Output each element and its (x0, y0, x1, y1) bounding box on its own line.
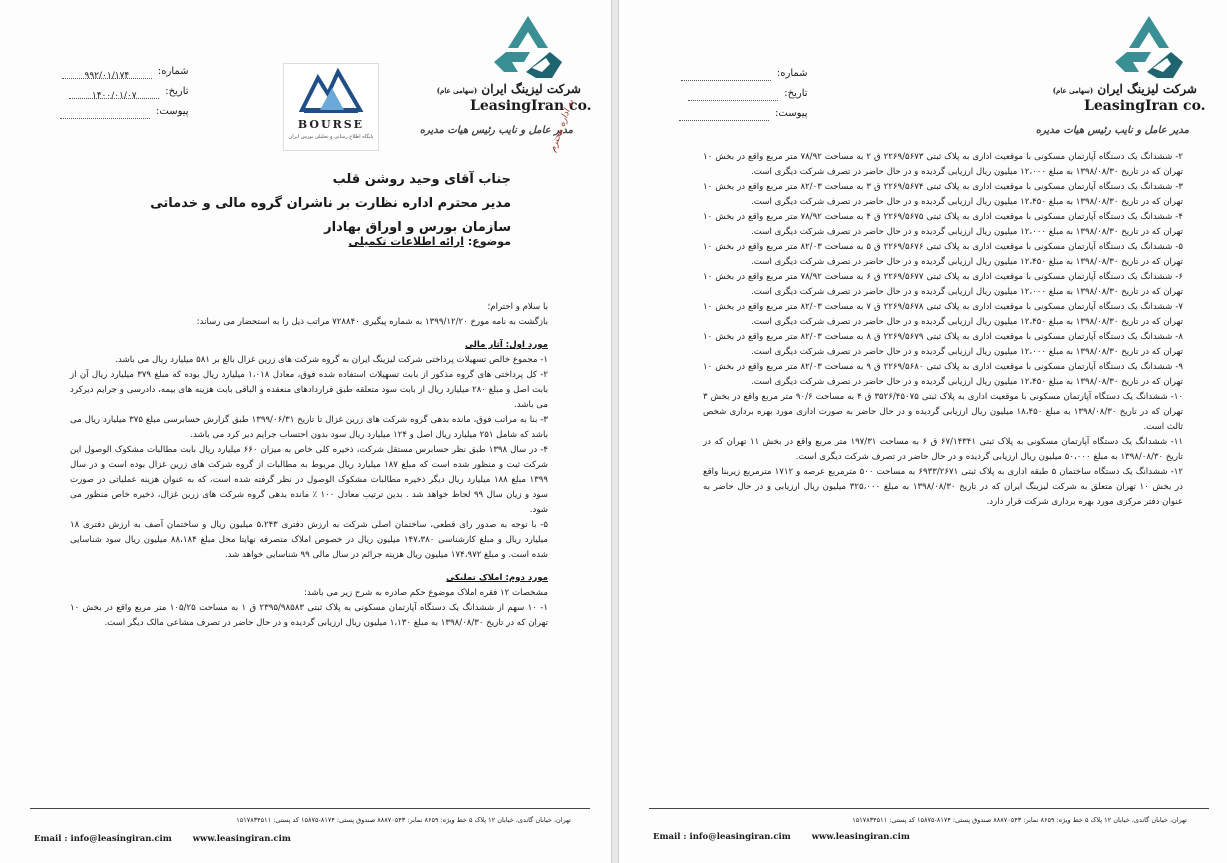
list-item: ۵- ششدانگ یک دستگاه آپارتمان مسکونی با موقعیت اداری به پلاک ثبتی ۲۲۶۹/۵۶۷۶ ق ۵ به مساحت ۸۲/۰۳ متر مربع واقع در بخش ۱۰ تهران که در تاریخ ۱۳۹۸/۰۸/۳۰ به مبلغ ۱۲،۴۵۰ میلیون ریال ارزیابی گردیده و در حال حاضر در تصرف شرکت دیگری است. (703, 242, 1183, 267)
number-label: شماره: (776, 68, 808, 79)
subject-line (348, 235, 511, 248)
greeting: با سلام و احترام؛ (487, 302, 548, 312)
letter-page-1 (0, 0, 612, 863)
list-item: ۱- مجموع خالص تسهیلات پرداختی شرکت لیزینگ ایران به گروه شرکت های زرین غزال بالغ بر ۵۸۱ میلیارد ریال می باشد. (115, 355, 548, 365)
footer-address: تهران، خیابان گاندی، خیابان ۱۲ پلاک ۵ خط ویژه: ۸۶۵۹ نمابر: ۸۸۸۷۰۵۴۳ صندوق پستی: ۸۱۷۴-۱۵۸۷۵ کد پستی: ۱۵۱۷۸۳۴۵۱۱ (236, 816, 571, 824)
addressee-block (150, 168, 511, 240)
attachment-label: پیوست: (775, 108, 808, 119)
list-item: ۱- ۱۰ سهم از ششدانگ یک دستگاه آپارتمان مسکونی به پلاک ثبتی ۲۳۹۵/۹۸۵۸۳ ق ۱ به مساحت ۱۰۵/۲۵ متر مربع واقع در بخش ۱۰ تهران که در تاریخ ۱۳۹۸/۰۸/۳۰ به مبلغ ۱،۱۳۰ میلیون ریال ارزیابی گردیده و در حال حاضر در تصرف مشاعی مالک دیگر است. (70, 603, 548, 628)
list-item: ۴- ششدانگ یک دستگاه آپارتمان مسکونی با موقعیت اداری به پلاک ثبتی ۲۲۶۹/۵۶۷۵ ق ۴ به مساحت ۷۸/۹۲ متر مربع واقع در بخش ۱۰ تهران که در تاریخ ۱۳۹۸/۰۸/۳۰ به مبلغ ۱۲،۰۰۰ میلیون ریال ارزیابی گردیده و در حال حاضر در تصرف شرکت دیگری است. (703, 212, 1183, 237)
list-item: ۱۲- ششدانگ یک دستگاه ساختمان ۵ طبقه اداری به پلاک ثبتی ۶۹۳۳/۲۶۷۱ به مساحت ۵۰۰ مترمربع عرصه و ۱۷۱۲ مترمربع زیربنا واقع در بخش ۱۰ تهران متعلق به شرکت لیزینگ ایران که در تاریخ ۱۳۹۸/۰۸/۳۰ به مبلغ ۳۲۵،۰۰۰ میلیون ریال ارزیابی و در حال حاضر به عنوان دفتر مرکزی مورد بهره برداری شرکت قرار دارد. (703, 467, 1184, 507)
bourse-logo-icon (284, 64, 378, 120)
number-value (681, 68, 771, 81)
date-label: تاریخ: (784, 88, 808, 99)
number-label: شماره: (157, 66, 189, 77)
bourse-word: BOURSE (297, 118, 365, 131)
footer-address: تهران، خیابان گاندی، خیابان ۱۲ پلاک ۵ خط ویژه: ۸۶۵۹ نمابر: ۸۸۸۷۰۵۴۳ صندوق پستی: ۸۱۷۴-۱۵۸۷۵ کد پستی: ۱۵۱۷۸۳۴۵۱۱ (852, 816, 1187, 824)
section-title: مورد دوم: املاک تملیکی (446, 573, 548, 583)
letter-body-1 (70, 300, 548, 631)
footer-divider (649, 808, 1209, 809)
date-value: ۱۴۰۰/۰۱/۰۷ (69, 86, 159, 99)
footer-email: Email : info@leasingiran.cim (34, 834, 172, 844)
footer-contact (34, 834, 309, 844)
leasing-logo-icon (1109, 14, 1189, 80)
letter-meta (60, 62, 189, 122)
list-item: ۴- در سال ۱۳۹۸ طبق نظر حسابرس مستقل شرکت، ذخیره کلی خاص به میزان ۶۶۰ میلیارد ریال بابت مطالبات مشکوک الوصول این شرکت ثبت و منظور شده است که مبلغ ۱۸۷ میلیارد ریال مربوط به مطالبات از گروه شرکت های زرین غزال بوده است و در سال ۱۳۹۹ مبلغ ۱۸۸ میلیارد ریال دیگر ذخیره مطالبات مشکوک الوصول در نظر گرفته شده است، که به عنوان هزینه عملیاتی در صورت سود و زیان سال ۹۹ لحاظ خواهد شد . بدین ترتیب معادل ۱۰۰ ٪ مانده بدهی گروه شرکت های زرین غزال، ذخیره خاص منظور می شود. (70, 445, 549, 515)
footer-email: Email : info@leasingiran.cim (653, 832, 791, 842)
list-item: ۱۰- ششدانگ یک دستگاه آپارتمان مسکونی با موقعیت اداری به پلاک ثبتی ۳۵۲۶/۴۵۰۷۵ ق ۴ به مساحت ۹۰/۶ متر مربع واقع در بخش ۳ تهران که در تاریخ ۱۳۹۸/۰۸/۳۰ به مبلغ ۱۸،۴۵۰ میلیون ریال ارزیابی گردیده و در حال حاضر به صورت اداری مورد بهره برداری شخص ثالث است. (703, 392, 1183, 432)
company-name-fa: شرکت لیزینگ ایران (سهامی عام) (1052, 82, 1197, 96)
footer-contact (653, 832, 928, 842)
date-value (688, 88, 778, 101)
company-name-en: LeasingIran co. (470, 98, 592, 114)
list-item: ۶- ششدانگ یک دستگاه آپارتمان مسکونی با موقعیت اداری به پلاک ثبتی ۲۲۶۹/۵۶۷۷ ق ۶ به مساحت ۷۸/۹۲ متر مربع واقع در بخش ۱۰ تهران که در تاریخ ۱۳۹۸/۰۸/۳۰ به مبلغ ۱۲،۰۰۰ میلیون ریال ارزیابی گردیده و در حال حاضر در تصرف شرکت دیگری است. (703, 272, 1183, 297)
intro-paragraph: بازگشت به نامه مورخ ۱۳۹۹/۱۲/۲۰ به شماره پیگیری ۷۲۸۸۴۰ مراتب ذیل را به استحضار می رساند: (196, 317, 548, 327)
bourse-subtitle: پایگاه اطلاع رسانی و تحلیلی بورس ایران (288, 134, 374, 140)
subject-value: ارائه اطلاعات تکمیلی (348, 235, 464, 248)
handwritten-note: به اداره محترم (548, 98, 577, 154)
list-item: ۷- ششدانگ یک دستگاه آپارتمان مسکونی با موقعیت اداری به پلاک ثبتی ۲۲۶۹/۵۶۷۸ ق ۷ به مساحت ۸۲/۰۳ متر مربع واقع در بخش ۱۰ تهران که در تاریخ ۱۳۹۸/۰۸/۳۰ به مبلغ ۱۲،۴۵۰ میلیون ریال ارزیابی گردیده و در حال حاضر در تصرف شرکت دیگری است. (703, 302, 1183, 327)
footer-divider (30, 808, 590, 809)
footer-website: www.leasingiran.cim (811, 832, 910, 842)
addressee-name: جناب آقای وحید روشن قلب (332, 172, 511, 187)
leasing-logo-icon (488, 14, 568, 80)
list-item: ۲- ششدانگ یک دستگاه آپارتمان مسکونی با موقعیت اداری به پلاک ثبتی ۲۲۶۹/۵۶۷۳ ق ۲ به مساحت ۷۸/۹۲ متر مربع واقع در بخش ۱۰ تهران که در تاریخ ۱۳۹۸/۰۸/۳۰ به مبلغ ۱۲،۰۰۰ میلیون ریال ارزیابی گردیده و در حال حاضر در تصرف شرکت دیگری است. (703, 152, 1183, 177)
list-item: ۸- ششدانگ یک دستگاه آپارتمان مسکونی با موقعیت اداری به پلاک ثبتی ۲۲۶۹/۵۶۷۹ ق ۸ به مساحت ۸۲/۰۳ متر مربع واقع در بخش ۱۰ تهران که در تاریخ ۱۳۹۸/۰۸/۳۰ به مبلغ ۱۲،۰۰۰ میلیون ریال ارزیابی گردیده و در حال حاضر در تصرف شرکت دیگری است. (703, 332, 1183, 357)
number-value: ۹۹۲/۰۱/۱۷۴ (62, 66, 152, 79)
list-item: ۲- کل پرداختی های گروه مذکور از بابت تسهیلات استفاده شده فوق، معادل ۱،۰۱۸ میلیارد ریال بوده که مبلغ ۳۷۹ میلیارد ریال آن از بابت اصل و مبلغ ۲۸۰ میلیارد ریال از بابت سود متعلقه طبق قراردادهای منعقده و الباقی بابت هزینه های بیمه، دادرسی و جرایم دیرکرد می باشد. (70, 370, 548, 410)
subject-label: موضوع: (467, 235, 511, 248)
list-item: ۹- ششدانگ یک دستگاه آپارتمان مسکونی با موقعیت اداری به پلاک ثبتی ۲۲۶۹/۵۶۸۰ ق ۹ به مساحت ۸۲/۰۳ متر مربع واقع در بخش ۱۰ تهران که در تاریخ ۱۳۹۸/۰۸/۳۰ به مبلغ ۱۲،۴۵۰ میلیون ریال ارزیابی گردیده و در حال حاضر در تصرف شرکت دیگری است. (703, 362, 1183, 387)
attachment-label: پیوست: (156, 106, 189, 117)
addressee-org: سازمان بورس و اوراق بهادار (324, 220, 511, 235)
section-intro: مشخصات ۱۲ فقره املاک موضوع حکم صادره به شرح زیر می باشد: (303, 588, 548, 598)
letter-meta (679, 64, 808, 124)
date-label: تاریخ: (165, 86, 189, 97)
bourse-logo (283, 63, 379, 151)
letterhead-role: مدیر عامل و نایب رئیس هیات مدیره (419, 125, 573, 136)
attachment-value (60, 106, 150, 119)
letter-page-2 (618, 0, 1227, 863)
letter-body-2 (703, 150, 1183, 510)
list-item: ۳- بنا به مراتب فوق، مانده بدهی گروه شرکت های زرین غزال تا تاریخ ۱۳۹۹/۰۶/۳۱ طبق گزارش حسابرسی مبلغ ۳۷۵ میلیارد ریال می باشد که شامل ۲۵۱ میلیارد ریال اصل و ۱۲۴ میلیارد ریال سود بدون احتساب جرایم دیر کرد می باشد. (70, 415, 548, 440)
list-item: ۳- ششدانگ یک دستگاه آپارتمان مسکونی با موقعیت اداری به پلاک ثبتی ۲۲۶۹/۵۶۷۴ ق ۳ به مساحت ۸۲/۰۳ متر مربع واقع در بخش ۱۰ تهران که در تاریخ ۱۳۹۸/۰۸/۳۰ به مبلغ ۱۲،۴۵۰ میلیون ریال ارزیابی گردیده و در حال حاضر در تصرف شرکت دیگری است. (703, 182, 1183, 207)
list-item: ۵- با توجه به صدور رای قطعی، ساختمان اصلی شرکت به ارزش دفتری ۵،۲۴۳ میلیون ریال و ساختمان آصف به ارزش دفتری ۱۸ میلیارد ریال و مبلغ کارشناسی ۱۴۷،۳۸۰ میلیون ریال در خصوص املاک متصرفه نهایتا محل مبلغ ۸۸،۱۸۴ میلیون ریال سود شناسایی شده است. و مبلغ ۱۷۴،۹۷۲ میلیون ریال هزینه جرائم در سال مالی ۹۹ شناسایی خواهد شد. (70, 520, 548, 560)
company-name-en: LeasingIran co. (1084, 98, 1206, 114)
attachment-value (679, 108, 769, 121)
list-item: ۱۱- ششدانگ یک دستگاه آپارتمان مسکونی به پلاک ثبتی ۶۷/۱۴۳۴۱ ق ۶ به مساحت ۱۹۷/۳۱ متر مربع واقع در بخش ۱۱ تهران که در تاریخ ۱۳۹۸/۰۸/۳۰ به مبلغ ۵۰،۰۰۰ میلیون ریال ارزیابی گردیده و در حال حاضر در تصرف شرکت دیگری است. (703, 437, 1183, 462)
company-name-fa: شرکت لیزینگ ایران (سهامی عام) (436, 82, 581, 96)
letterhead-role: مدیر عامل و نایب رئیس هیات مدیره (1035, 125, 1189, 136)
footer-website: www.leasingiran.cim (192, 834, 291, 844)
section-title: مورد اول: آثار مالی (464, 340, 548, 350)
addressee-title: مدیر محترم اداره نظارت بر ناشران گروه مالی و خدماتی (150, 196, 511, 211)
